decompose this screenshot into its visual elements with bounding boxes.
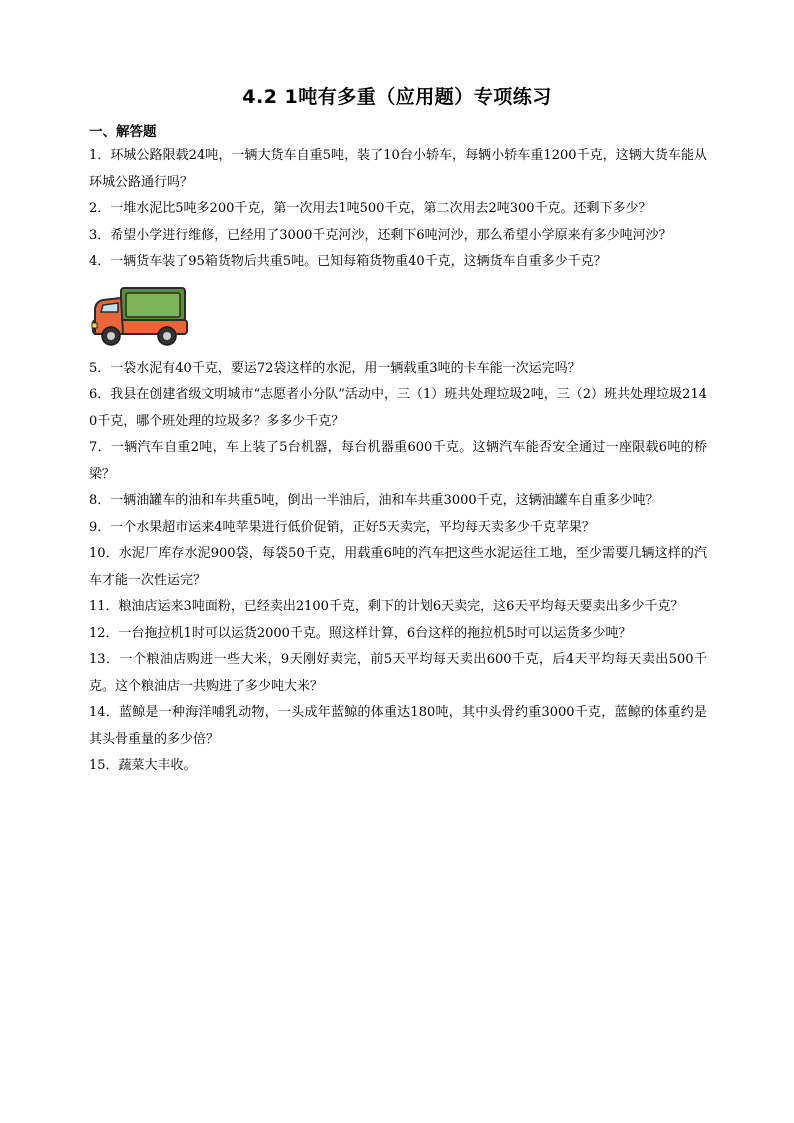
- question-3: 3．希望小学进行维修，已经用了3000千克河沙，还剩下6吨河沙，那么希望小学原来有多少吨河沙？: [89, 227, 672, 243]
- question-list: [89, 143, 707, 780]
- question-5: 5．一袋水泥有40千克，要运72袋这样的水泥，用一辆载重3吨的卡车能一次运完吗？: [89, 360, 581, 376]
- question-2: 2．一堆水泥比5吨多200千克，第一次用去1吨500千克，第二次用去2吨300千克。还剩下多少？: [89, 201, 652, 216]
- question-15: 15．蔬菜大丰收。: [89, 758, 197, 773]
- question-4: 4．一辆货车装了95箱货物后共重5吨。已知每箱货物重40千克，这辆货车自重多少千克？: [89, 254, 607, 269]
- question-14: 14．蓝鲸是一种海洋哺乳动物，一头成年蓝鲸的体重达180吨，其中头骨约重3000千克，蓝鲸的体重约是其头骨重量的多少倍？: [89, 705, 707, 747]
- question-12: 12．一台拖拉机1时可以运货2000千克。照这样计算，6台这样的拖拉机5时可以运货多少吨？: [89, 625, 632, 641]
- question-6: 6．我县在创建省级文明城市“志愿者小分队”活动中，三（1）班共处理垃圾2吨，三（2）班共处理垃圾2140千克，哪个班处理的垃圾多？多多少千克？: [89, 387, 707, 429]
- question-7: 7．一辆汽车自重2吨，车上装了5台机器，每台机器重600千克。这辆汽车能否安全通过一座限载6吨的桥梁？: [89, 440, 707, 482]
- question-9: 9．一个水果超市运来4吨苹果进行低价促销，正好5天卖完，平均每天卖多少千克苹果？: [89, 519, 595, 535]
- section-heading: 一、解答题: [89, 124, 157, 140]
- question-13: 13．一个粮油店购进一些大米，9天刚好卖完，前5天平均每天卖出600千克，后4天平均每天卖出500千克。这个粮油店一共购进了多少吨大米？: [89, 652, 707, 694]
- page-title: 4.2 1吨有多重（应用题）专项练习: [242, 86, 552, 108]
- truck-icon: [89, 280, 189, 350]
- question-11: 11．粮油店运来3吨面粉，已经卖出2100千克，剩下的计划6天卖完，这6天平均每天要卖出多少千克？: [89, 599, 684, 614]
- question-8: 8．一辆油罐车的油和车共重5吨，倒出一半油后，油和车共重3000千克，这辆油罐车自重多少吨？: [89, 493, 659, 508]
- truck-illustration: [89, 276, 707, 356]
- question-1: 1．环城公路限载24吨，一辆大货车自重5吨，装了10台小轿车，每辆小轿车重1200千克，这辆大货车能从环城公路通行吗？: [89, 148, 707, 190]
- question-10: 10．水泥厂库存水泥900袋，每袋50千克，用载重6吨的汽车把这些水泥运往工地，至少需要几辆这样的汽车才能一次性运完？: [89, 546, 707, 588]
